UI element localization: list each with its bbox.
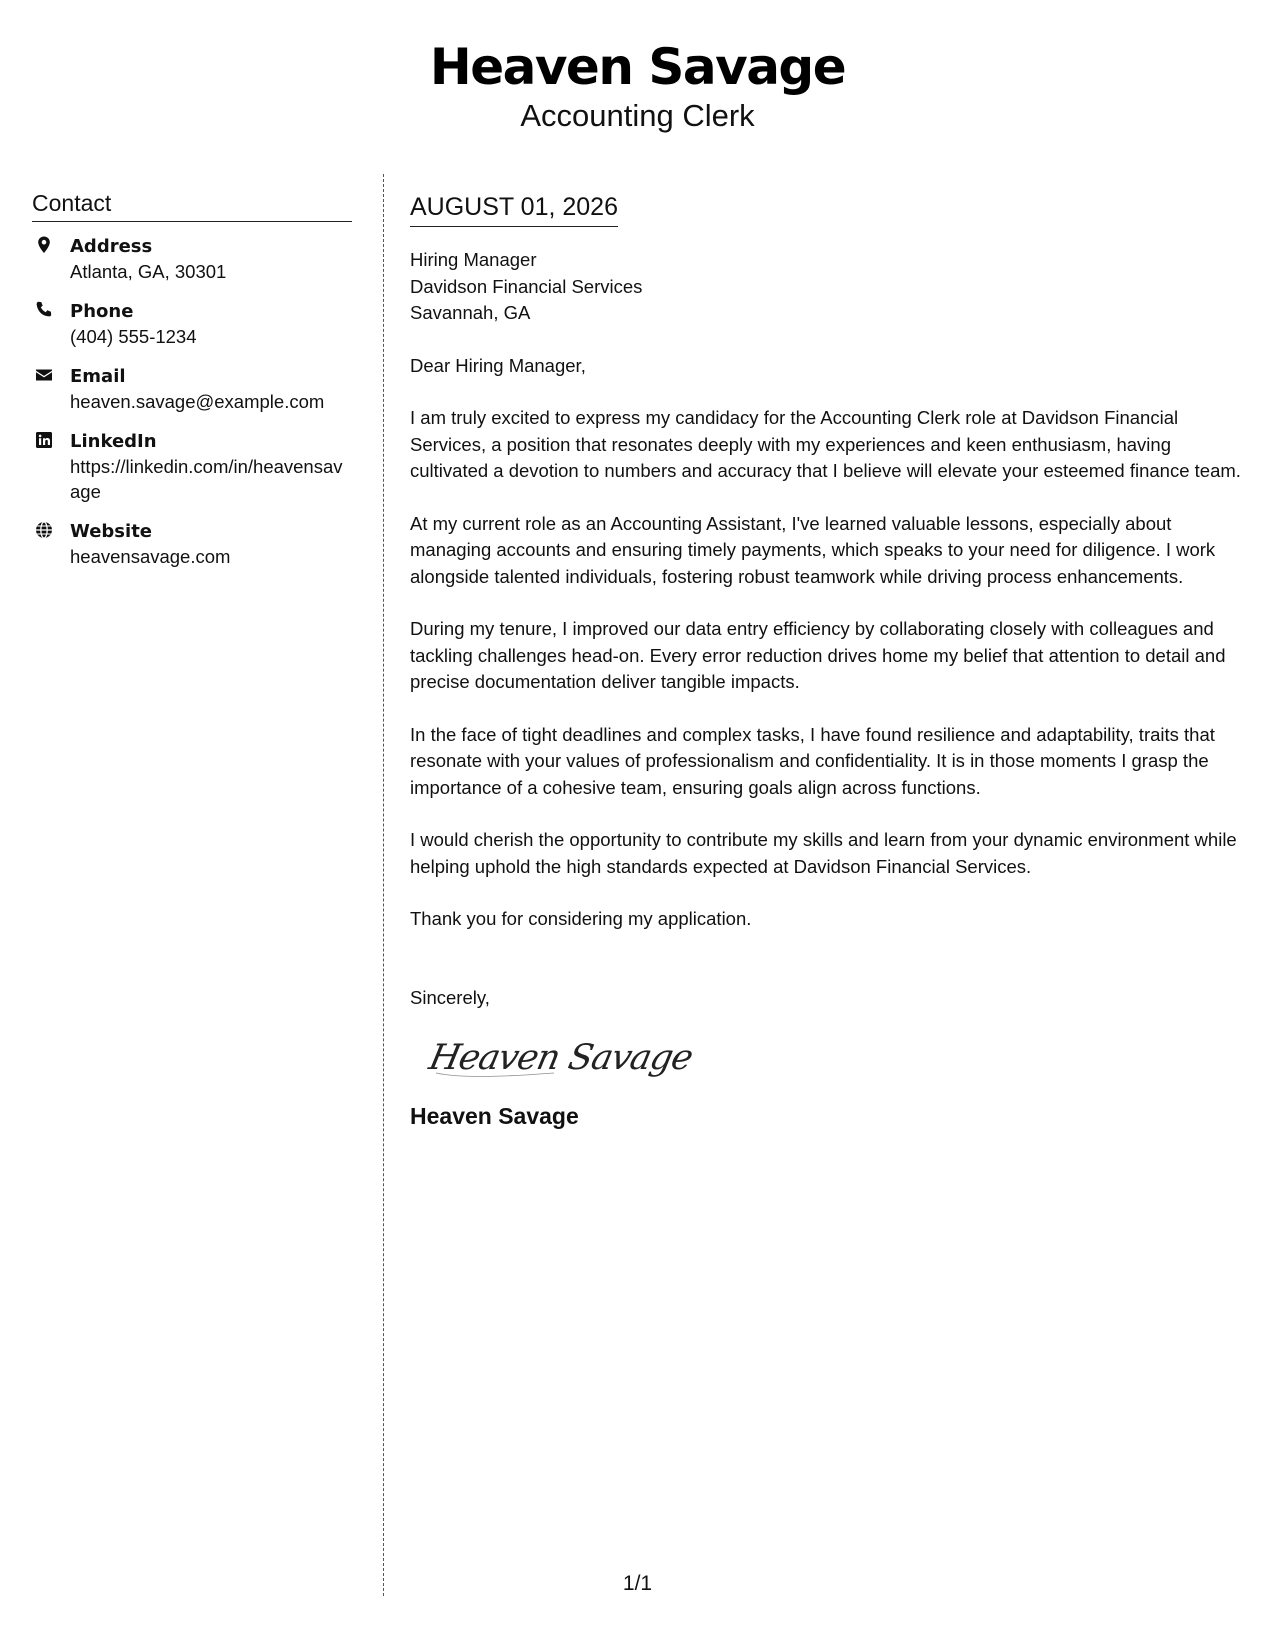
page-number: 1/1 [622,1572,653,1595]
letter-paragraph: I would cherish the opportunity to contribute my skills and learn from your dynamic environment while helping uphold the high standards expected at Davidson Financial Services. [410,829,1237,877]
contact-item-website [32,519,352,569]
letter-paragraph: In the face of tight deadlines and complex tasks, I have found resilience and adaptability, traits that resonate with your values of professionalism and confidentiality. It is in those moments I grasp the importance of a cohesive team, ensuring goals align across functions. [410,723,1215,798]
svg-text:Heaven Savage: Heaven Savage [425,1037,696,1078]
salutation: Dear Hiring Manager, [410,354,586,376]
letter-paragraph: During my tenure, I improved our data entry efficiency by collaborating closely with colleagues and tackling challenges head-on. Every error reduction drives home my belief that attention to detail and precise documentation deliver tangible impacts. [410,618,1226,692]
contact-label: Website [70,521,153,542]
contact-section-title: Contact [32,190,352,222]
linkedin-icon [34,430,54,450]
contact-sidebar [32,190,352,584]
recipient-line: Davidson Financial Services [410,275,643,297]
contact-value: (404) 555-1234 [70,326,197,347]
contact-item-linkedin [32,429,352,504]
closing: Sincerely, [410,986,490,1008]
letter-header [0,36,1275,134]
applicant-name: Heaven Savage [429,38,846,96]
letter-body [410,192,1242,1130]
letter-paragraph: I am truly excited to express my candidacy for the Accounting Clerk role at Davidson Financial Services, a position that resonates deeply with my experiences and keen enthusiasm, having cultivated a devotion to numbers and accuracy that I believe will elevate your esteemed finance team. [410,407,1241,481]
email-icon [34,365,54,385]
applicant-title: Accounting Clerk [520,98,755,133]
column-divider [383,174,384,1596]
recipient-line: Savannah, GA [410,302,531,323]
recipient-block [410,247,1242,327]
letter-paragraph: Thank you for considering my application. [410,908,752,929]
contact-item-email [32,364,352,414]
contact-value[interactable]: heavensavage.com [70,546,231,567]
contact-value: Atlanta, GA, 30301 [70,261,227,282]
contact-value: heaven.savage@example.com [70,391,325,412]
location-pin-icon [34,235,54,255]
contact-item-phone [32,299,352,349]
handwritten-signature [424,1029,1242,1085]
phone-icon [34,300,54,320]
recipient-line: Hiring Manager [410,249,537,270]
letter-paragraph: At my current role as an Accounting Assistant, I've learned valuable lessons, especially about managing accounts and ensuring timely payments, which speaks to your need for diligence. I work alongside talented individuals, fostering robust teamwork while driving process enhancements. [410,512,1216,587]
contact-item-address [32,234,352,284]
contact-label: Address [70,236,153,257]
contact-value[interactable]: https://linkedin.com/in/heavensavage [70,456,343,502]
letter-date: AUGUST 01, 2026 [410,192,618,227]
contact-label: Email [70,366,126,387]
contact-label: LinkedIn [70,431,157,452]
signer-name: Heaven Savage [410,1103,579,1129]
globe-icon [34,520,54,540]
contact-label: Phone [70,301,134,322]
